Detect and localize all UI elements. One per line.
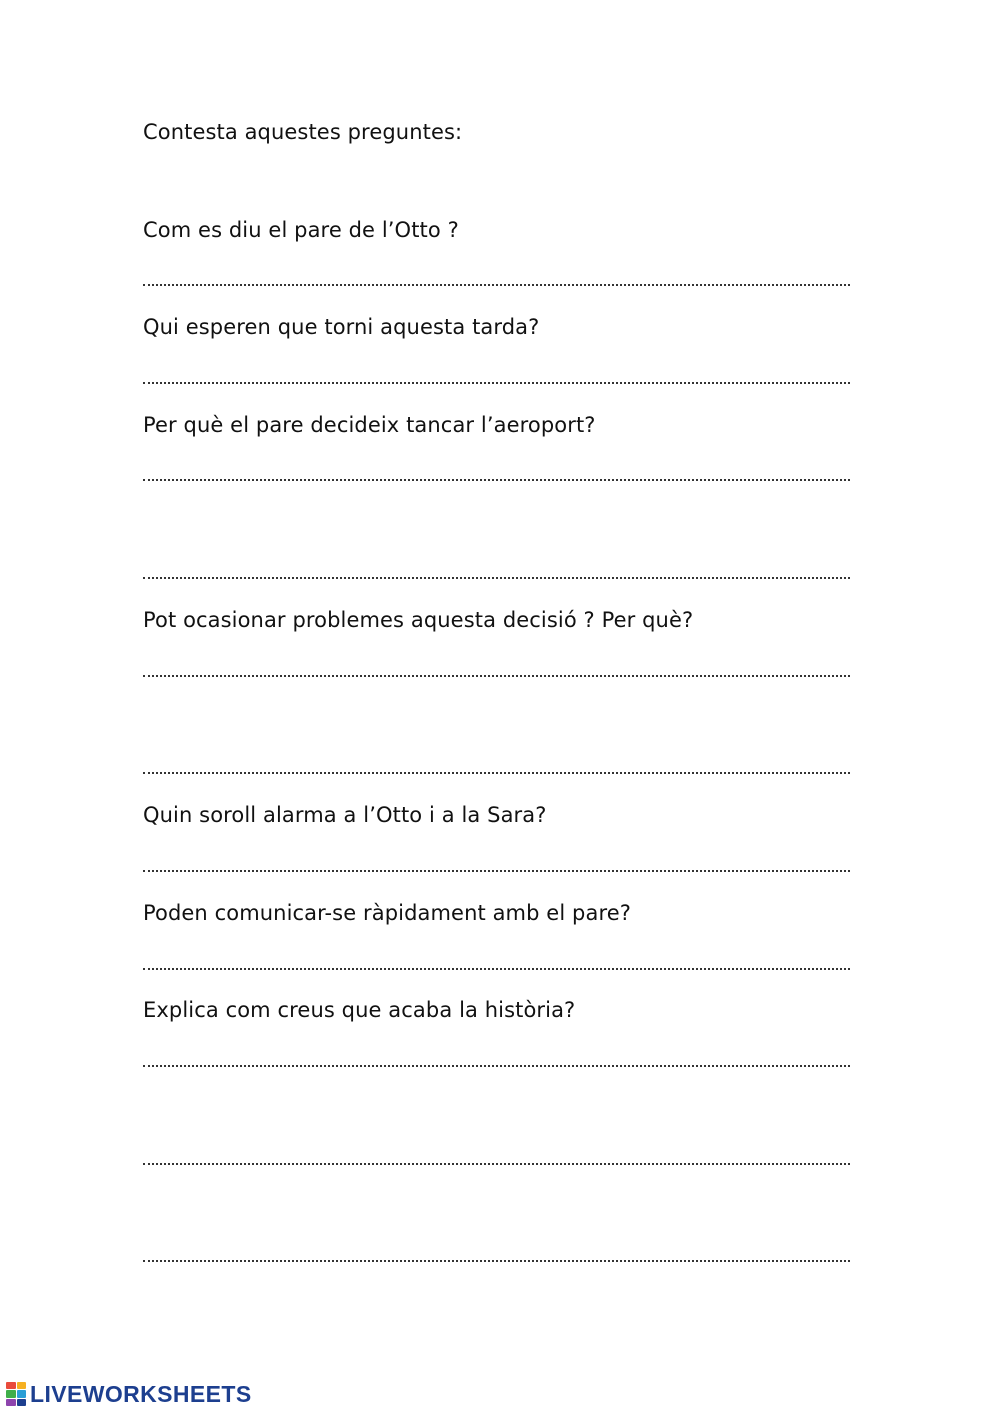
question-6: Poden comunicar-se ràpidament amb el pare?: [143, 901, 631, 925]
liveworksheets-logo-icon: [6, 1382, 26, 1406]
logo-block: [17, 1382, 27, 1389]
instruction-text: Contesta aquestes preguntes:: [143, 120, 463, 144]
logo-block: [6, 1382, 16, 1389]
answer-line-3a[interactable]: [143, 479, 850, 481]
answer-line-6[interactable]: [143, 968, 850, 970]
logo-block: [17, 1390, 27, 1397]
answer-line-7c[interactable]: [143, 1260, 850, 1262]
logo-block: [6, 1390, 16, 1397]
answer-line-7b[interactable]: [143, 1163, 850, 1165]
answer-line-4b[interactable]: [143, 772, 850, 774]
question-1: Com es diu el pare de l’Otto ?: [143, 218, 459, 242]
question-4: Pot ocasionar problemes aquesta decisió ? Per què?: [143, 608, 694, 632]
answer-line-3b[interactable]: [143, 577, 850, 579]
logo-block: [6, 1399, 16, 1406]
answer-line-4a[interactable]: [143, 675, 850, 677]
answer-line-2[interactable]: [143, 382, 850, 384]
answer-line-7a[interactable]: [143, 1065, 850, 1067]
logo-text: LIVEWORKSHEETS: [30, 1380, 252, 1407]
liveworksheets-logo[interactable]: [6, 1382, 252, 1406]
answer-line-1[interactable]: [143, 284, 850, 286]
question-5: Quin soroll alarma a l’Otto i a la Sara?: [143, 803, 547, 827]
answer-line-5[interactable]: [143, 870, 850, 872]
question-2: Qui esperen que torni aquesta tarda?: [143, 315, 540, 339]
question-7: Explica com creus que acaba la història?: [143, 998, 576, 1022]
question-3: Per què el pare decideix tancar l’aeroport?: [143, 413, 596, 437]
logo-block: [17, 1399, 27, 1406]
